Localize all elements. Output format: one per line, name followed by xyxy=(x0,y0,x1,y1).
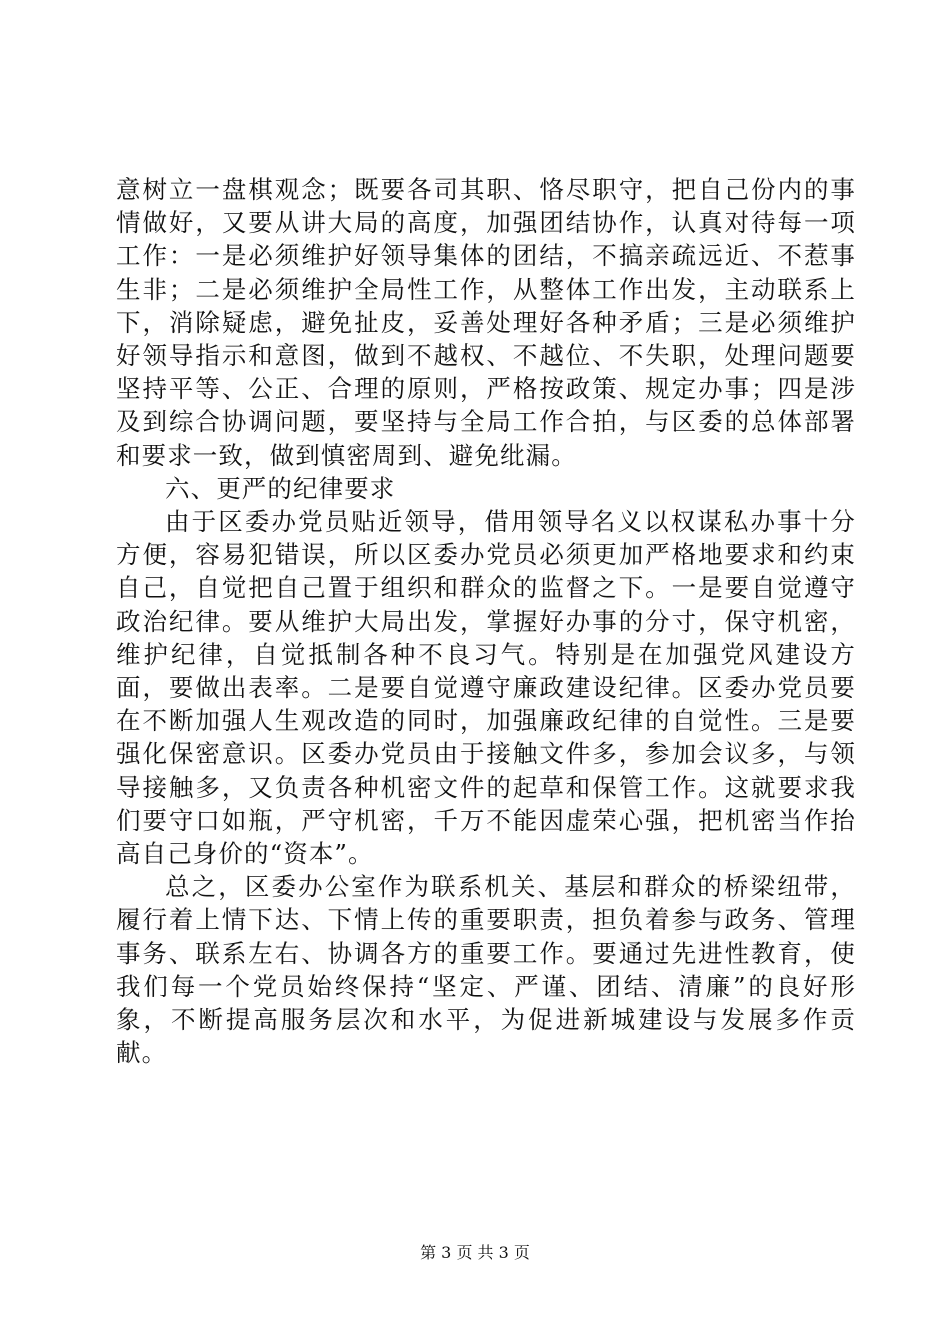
section-heading-six: 六、更严的纪律要求 xyxy=(165,473,396,503)
paragraph-conclusion: 总之，区委办公室作为联系机关、基层和群众的桥梁纽带，履行着上情下达、下情上传的重要职责，担负着参与政务、管理事务、联系左右、协调各方的重要工作。要通过先进性教育，使我们每一个党员始终保持“坚定、严谨、团结、清廉”的良好形象，不断提高服务层次和水平，为促进新城建设与发展多作贡献。 xyxy=(116,872,856,1068)
paragraph-continued: 意树立一盘棋观念；既要各司其职、恪尽职守，把自己份内的事情做好，又要从讲大局的高度，加强团结协作，认真对待每一项工作：一是必须维护好领导集体的团结，不搞亲疏远近、不惹事生非；二是必须维护全局性工作，从整体工作出发，主动联系上下，消除疑虑，避免扯皮，妥善处理好各种矛盾；三是必须维护好领导指示和意图，做到不越权、不越位、不失职，处理问题要坚持平等、公正、合理的原则，严格按政策、规定办事；四是涉及到综合协调问题，要坚持与全局工作合拍，与区委的总体部署和要求一致，做到慎密周到、避免纰漏。 xyxy=(116,175,856,470)
page-number-footer: 第 3 页 共 3 页 xyxy=(420,1243,530,1262)
paragraph-discipline: 由于区委办党员贴近领导，借用领导名义以权谋私办事十分方便，容易犯错误，所以区委办党员必须更加严格地要求和约束自己，自觉把自己置于组织和群众的监督之下。一是要自觉遵守政治纪律。要从维护大局出发，掌握好办事的分寸，保守机密，维护纪律，自觉抵制各种不良习气。特别是在加强党风建设方面，要做出表率。二是要自觉遵守廉政建设纪律。区委办党员要在不断加强人生观改造的同时，加强廉政纪律的自觉性。三是要强化保密意识。区委办党员由于接触文件多，参加会议多，与领导接触多，又负责各种机密文件的起草和保管工作。这就要求我们要守口如瓶，严守机密，千万不能因虚荣心强，把机密当作抬高自己身价的“资本”。 xyxy=(116,507,856,869)
document-body xyxy=(116,173,856,1069)
